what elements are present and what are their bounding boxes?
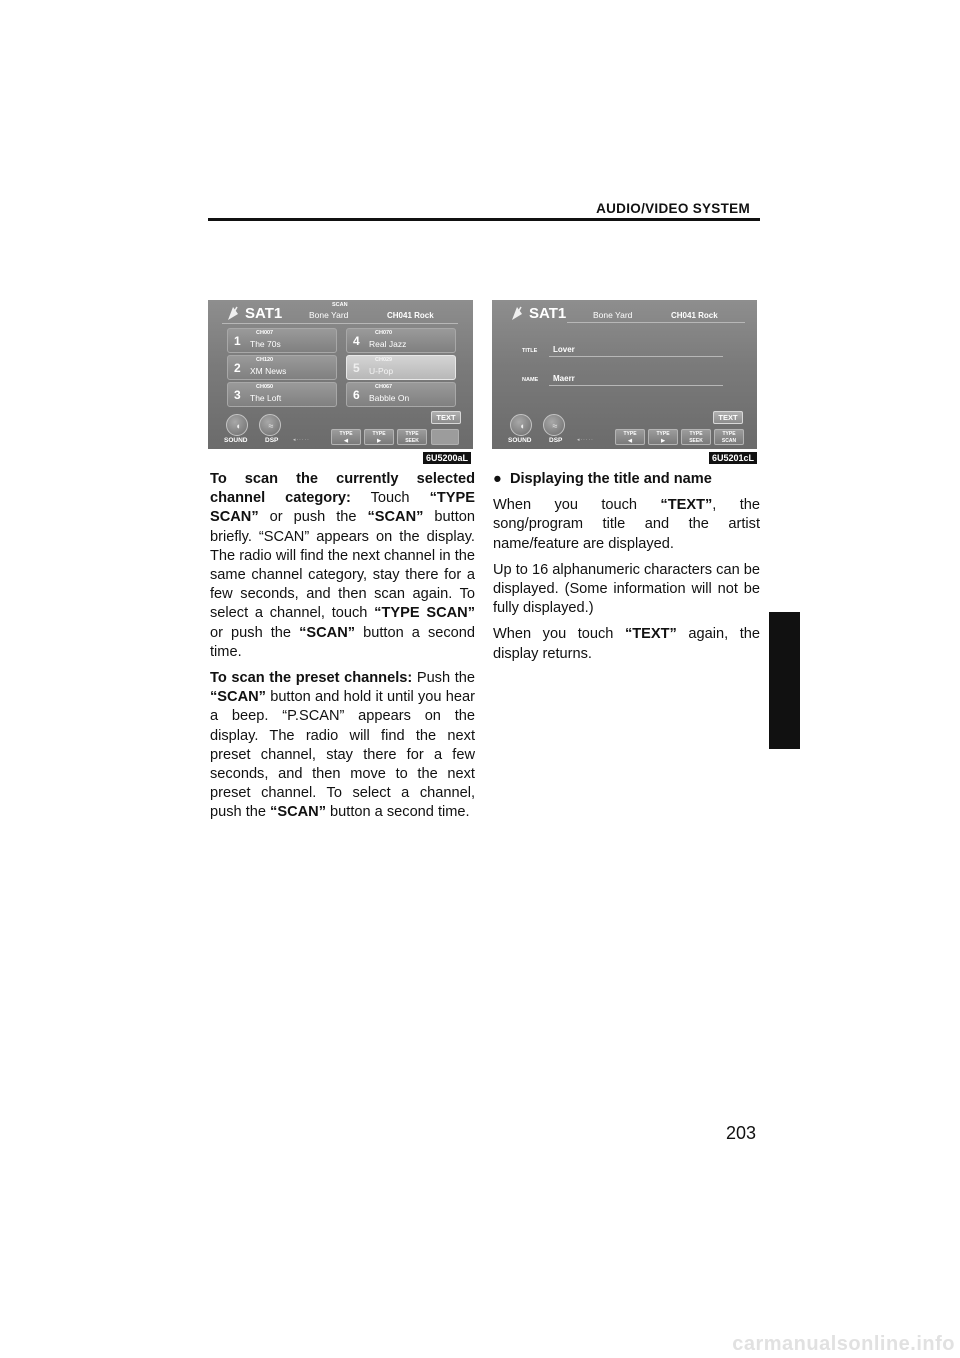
button-ref: “SCAN” xyxy=(367,509,424,526)
preset-name: The Loft xyxy=(250,393,282,403)
type-next-label: TYPE xyxy=(372,431,386,437)
top-divider xyxy=(222,323,458,324)
text-run: or push the xyxy=(258,509,368,526)
band-label: SAT1 xyxy=(245,305,283,322)
type-prev-label: TYPE xyxy=(339,431,353,437)
paragraph-lead: To scan the preset channels: xyxy=(210,670,413,687)
sound-label: SOUND xyxy=(224,437,248,444)
button-ref: “SCAN” xyxy=(270,804,326,821)
preset-number: 1 xyxy=(234,334,241,348)
preset-number: 4 xyxy=(353,334,360,348)
preset-name: U-Pop xyxy=(369,366,394,376)
dsp-label: DSP xyxy=(265,437,279,444)
left-arrow-icon: ◀ xyxy=(628,438,632,444)
title-label: TITLE xyxy=(522,348,538,354)
text-run: button a second time. xyxy=(326,804,470,821)
text-button[interactable]: TEXT xyxy=(713,411,743,424)
sound-icon: ◖ xyxy=(235,421,241,431)
right-column xyxy=(493,470,760,671)
figure-code-left: 6U5200aL xyxy=(423,452,471,464)
preset-button-4[interactable] xyxy=(346,328,456,353)
channel-info xyxy=(671,311,718,320)
scan-category-paragraph xyxy=(210,470,475,662)
type-next-button[interactable] xyxy=(648,429,678,445)
preset-channel: CH007 xyxy=(256,330,274,336)
scan-label: SCAN xyxy=(721,438,737,444)
text-return-paragraph xyxy=(493,625,760,663)
channel-number: CH041 xyxy=(387,311,412,320)
preset-channel: CH070 xyxy=(375,330,393,336)
satellite-icon xyxy=(226,304,240,322)
type-seek-button[interactable] xyxy=(397,429,427,445)
text-run: When you touch xyxy=(493,497,661,514)
dsp-button[interactable] xyxy=(259,414,281,436)
sound-label: SOUND xyxy=(508,437,532,444)
text-run: Push the xyxy=(412,670,475,687)
title-value: Lover xyxy=(553,345,575,354)
preset-channel: CH050 xyxy=(256,384,274,390)
top-divider xyxy=(567,322,745,323)
right-arrow-icon: ▶ xyxy=(377,438,381,444)
character-limit-paragraph: Up to 16 alphanumeric characters can be displayed. (Some information will not be fully displayed.) xyxy=(493,561,760,617)
section-header: AUDIO/VIDEO SYSTEM xyxy=(596,201,750,216)
scan-preset-paragraph xyxy=(210,669,475,823)
section-heading xyxy=(493,470,760,489)
preset-number: 5 xyxy=(353,361,360,375)
watermark: carmanualsonline.info xyxy=(732,1333,955,1355)
text-run: button briefly. “SCAN” appears on the display. The radio will find the next channel in the same channel category, stay there for a few seconds, and then scan again. To select a channel, touch xyxy=(210,509,475,622)
preset-name: XM News xyxy=(250,366,287,376)
sound-button[interactable] xyxy=(226,414,248,436)
type-prev-label: TYPE xyxy=(623,431,637,437)
button-ref: “SCAN” xyxy=(210,689,266,706)
text-touch-paragraph xyxy=(493,496,760,554)
bullet-icon: ● xyxy=(493,471,502,487)
volume-dots: ◂····· xyxy=(577,437,594,443)
preset-name: Babble On xyxy=(369,393,410,403)
paragraph-lead: To scan the currently selected channel category: xyxy=(210,471,475,507)
preset-button-3[interactable] xyxy=(227,382,337,407)
satellite-icon xyxy=(510,304,524,322)
preset-channel: CH120 xyxy=(256,357,274,363)
station-name: Bone Yard xyxy=(593,310,633,320)
left-column xyxy=(210,470,475,830)
preset-channel: CH029 xyxy=(375,357,393,363)
text-run: When you touch xyxy=(493,626,625,643)
right-arrow-icon: ▶ xyxy=(661,438,665,444)
preset-number: 6 xyxy=(353,388,360,402)
type-seek-label: TYPE xyxy=(689,431,703,437)
dsp-icon: ≈ xyxy=(268,421,274,431)
header-rule xyxy=(208,218,760,221)
text-run: button a second time. xyxy=(210,624,475,660)
button-ref: “TYPE SCAN” xyxy=(374,605,475,622)
channel-category: Rock xyxy=(414,311,434,320)
preset-channel: CH067 xyxy=(375,384,393,390)
preset-button-2[interactable] xyxy=(227,355,337,380)
station-name: Bone Yard xyxy=(309,310,349,320)
radio-screen-presets xyxy=(208,300,473,449)
type-next-label: TYPE xyxy=(656,431,670,437)
text-run: again, the display returns. xyxy=(493,626,760,662)
channel-info xyxy=(387,311,434,320)
type-scan-button-blank[interactable] xyxy=(431,429,459,445)
preset-button-5[interactable] xyxy=(346,355,456,380)
sound-button[interactable] xyxy=(510,414,532,436)
preset-name: Real Jazz xyxy=(369,339,407,349)
scan-indicator: SCAN xyxy=(332,302,348,308)
type-prev-button[interactable] xyxy=(615,429,645,445)
text-button[interactable]: TEXT xyxy=(431,411,461,424)
title-underline xyxy=(549,356,723,357)
chapter-tab xyxy=(769,612,800,749)
preset-name: The 70s xyxy=(250,339,281,349)
text-run: or push the xyxy=(210,624,300,641)
left-arrow-icon: ◀ xyxy=(344,438,348,444)
channel-number: CH041 xyxy=(671,311,696,320)
page-number: 203 xyxy=(725,1123,756,1143)
preset-button-6[interactable] xyxy=(346,382,456,407)
channel-category: Rock xyxy=(698,311,718,320)
name-value: Maerr xyxy=(553,374,575,383)
figure-code-right: 6U5201cL xyxy=(709,452,757,464)
preset-button-1[interactable] xyxy=(227,328,337,353)
type-prev-button[interactable] xyxy=(331,429,361,445)
type-next-button[interactable] xyxy=(364,429,394,445)
dsp-icon: ≈ xyxy=(552,421,558,431)
dsp-label: DSP xyxy=(549,437,563,444)
seek-label: SEEK xyxy=(689,438,703,444)
type-seek-label: TYPE xyxy=(405,431,419,437)
seek-label: SEEK xyxy=(405,438,419,444)
sound-icon: ◖ xyxy=(519,421,525,431)
type-scan-label: TYPE xyxy=(722,431,736,437)
preset-number: 3 xyxy=(234,388,241,402)
dsp-button[interactable] xyxy=(543,414,565,436)
radio-screen-text xyxy=(492,300,757,449)
name-underline xyxy=(549,385,723,386)
volume-dots: ◂····· xyxy=(293,437,310,443)
text-run: button and hold it until you hear a beep. “P.SCAN” appears on the display. The radio will find the next preset channel, stay there for a few seconds, and then move to the next preset channel. To select a channel, push the xyxy=(210,689,475,821)
type-seek-button[interactable] xyxy=(681,429,711,445)
type-scan-button[interactable] xyxy=(714,429,744,445)
heading-text: Displaying the title and name xyxy=(509,471,712,487)
name-label: NAME xyxy=(522,377,539,383)
button-ref: “TEXT” xyxy=(660,497,713,514)
band-label: SAT1 xyxy=(529,305,567,322)
text-run: , the song/program title and the artist name/feature are displayed. xyxy=(493,497,760,552)
button-ref: “SCAN” xyxy=(299,624,356,641)
button-ref: “TEXT” xyxy=(624,626,677,643)
preset-number: 2 xyxy=(234,361,241,375)
button-ref: “TYPE SCAN” xyxy=(210,490,475,526)
text-run: Touch xyxy=(350,490,430,507)
